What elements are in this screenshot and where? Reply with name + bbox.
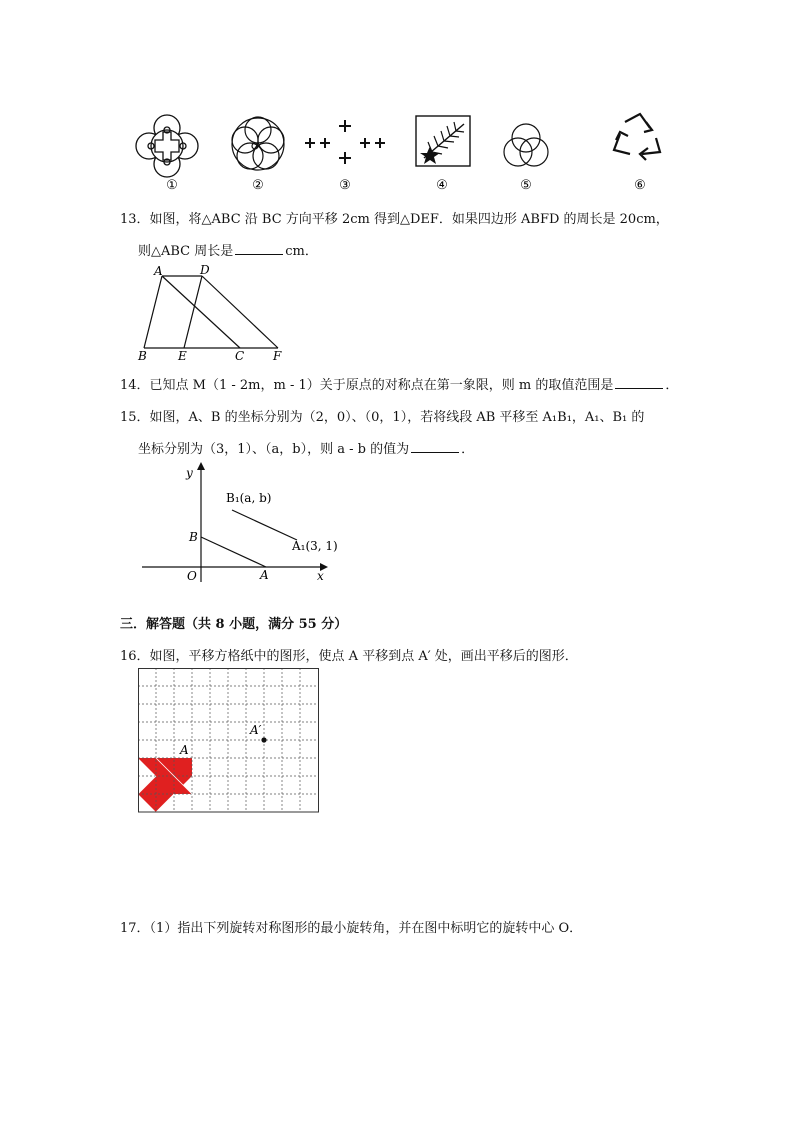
figure-label-5: ⑤ (520, 178, 532, 193)
section-3-title: 三．解答题（共 8 小题，满分 55 分） (120, 617, 348, 632)
q15-line2-post: ． (461, 442, 475, 457)
q14-line (120, 374, 678, 393)
q16-text: 16．如图，平移方格纸中的图形，使点 A 平移到点 A′ 处，画出平移后的图形． (120, 649, 578, 664)
figure-label-6: ⑥ (634, 178, 646, 193)
q13-line2 (138, 240, 318, 259)
q16-grid-svg[interactable] (138, 668, 324, 814)
q13-answer-blank[interactable] (235, 242, 283, 255)
q15-label-A: A (260, 568, 269, 582)
q13-figure (132, 262, 292, 362)
figures-row (120, 108, 690, 198)
q15-line2 (138, 438, 474, 457)
q13-label-C: C (235, 349, 245, 362)
q13-line2-post: cm． (285, 244, 318, 259)
q15-line2-pre: 坐标分别为（3，1）、（a，b），则 a - b 的值为 (138, 442, 410, 457)
figure-5-three-circles (504, 124, 548, 166)
q15-answer-blank[interactable] (411, 440, 459, 453)
q13-line1: 13．如图，将△ABC 沿 BC 方向平移 2cm 得到△DEF．如果四边形 ABFD 的周长是 20cm， (120, 212, 669, 227)
q15-figure-svg (140, 462, 350, 587)
q15-label-B1: B₁(a, b) (226, 491, 272, 505)
q16-grid-figure (138, 668, 324, 814)
figure-4-framed-leaf (416, 116, 470, 166)
q15-label-A1: A₁(3, 1) (292, 539, 338, 553)
q14-post: ． (665, 378, 679, 393)
q15-label-B: B (189, 530, 198, 544)
q13-label-B: B (138, 349, 147, 362)
figure-label-1: ① (166, 178, 178, 193)
figure-label-2: ② (252, 178, 264, 193)
figures-row-svg (120, 108, 690, 198)
q17-text: 17．（1）指出下列旋转对称图形的最小旋转角，并在图中标明它的旋转中心 O． (120, 921, 583, 936)
q14-answer-blank[interactable] (615, 376, 663, 389)
figure-3-crosses (305, 120, 385, 164)
q13-label-E: E (178, 349, 187, 362)
q15-label-x: x (317, 569, 324, 583)
q14-pre: 14．已知点 M（1 - 2m，m - 1）关于原点的对称点在第一象限，则 m 的取值范围是 (120, 378, 614, 393)
q15-label-O: O (187, 569, 197, 583)
y-axis-arrow-icon (197, 462, 205, 470)
figure-2-circle-pinwheel (232, 117, 284, 170)
q16-label-A-prime: A′ (250, 723, 262, 737)
figure-label-3: ③ (339, 178, 351, 193)
figure-6-recycle-symbol (614, 114, 660, 160)
figure-1-flower-cross (136, 115, 198, 177)
q13-label-D: D (200, 263, 210, 277)
q13-line2-pre: 则△ABC 周长是 (138, 244, 234, 259)
q15-figure (140, 462, 350, 587)
q16-point-A-prime (261, 737, 266, 742)
q15-line1: 15．如图，A、B 的坐标分别为（2，0）、（0，1），若将线段 AB 平移至 A₁B₁，A₁、B₁ 的 (120, 410, 645, 425)
q13-label-A: A (154, 264, 163, 278)
q15-label-y: y (186, 466, 193, 480)
q16-red-shape (138, 758, 192, 812)
figure-label-4: ④ (436, 178, 448, 193)
q13-figure-svg (132, 262, 292, 362)
q16-label-A: A (180, 743, 189, 757)
q13-label-F: F (273, 349, 282, 362)
